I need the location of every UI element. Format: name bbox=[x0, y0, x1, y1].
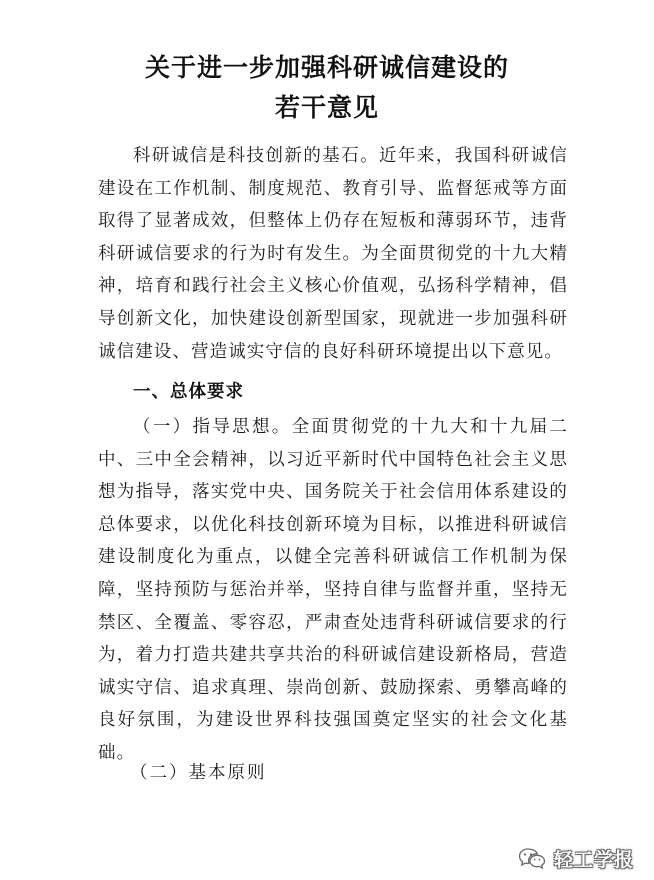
section-heading-general-requirements: 一、总体要求 bbox=[133, 382, 244, 402]
wechat-official-account-icon bbox=[518, 846, 548, 872]
watermark-label: 轻工学报 bbox=[553, 849, 634, 871]
guiding-thought-paragraph: （一）指导思想。全面贯彻党的十九大和十九届二中、三中全会精神，以习近平新时代中国特色社会主义思想为指导，落实党中央、国务院关于社会信用体系建设的总体要求，以优化科技创新环境为目标，以推进科研诚信建设制度化为重点，以健全完善科研诚信工作机制为保障，坚持预防与惩治并举，坚持自律与监督并重，坚持无禁区、全覆盖、零容忍，严肃查处违背科研诚信要求的行为，着力打造共建共享共治的科研诚信建设新格局，营造诚实守信、追求真理、崇尚创新、鼓励探索、勇攀高峰的良好氛围，为建设世界科技强国奠定坚实的社会文化基础。 bbox=[98, 417, 568, 763]
subheading-basic-principles: （二）基本原则 bbox=[130, 763, 267, 783]
guiding-thought-block bbox=[98, 411, 568, 770]
document-title-line-2: 若干意见 bbox=[274, 93, 379, 122]
intro-paragraph: 科研诚信是科技创新的基石。近年来，我国科研诚信建设在工作机制、制度规范、教育引导、监督惩戒等方面取得了显著成效，但整体上仍存在短板和薄弱环节，违背科研诚信要求的行为时有发生。为全面贯彻党的十九大精神，培育和践行社会主义核心价值观，弘扬科学精神，倡导创新文化，加快建设创新型国家，现就进一步加强科研诚信建设、营造诚实守信的良好科研环境提出以下意见。 bbox=[98, 146, 568, 362]
source-watermark bbox=[512, 841, 640, 876]
document-title-line-1: 关于进一步加强科研诚信建设的 bbox=[144, 53, 509, 82]
intro-paragraph-block bbox=[98, 140, 568, 368]
